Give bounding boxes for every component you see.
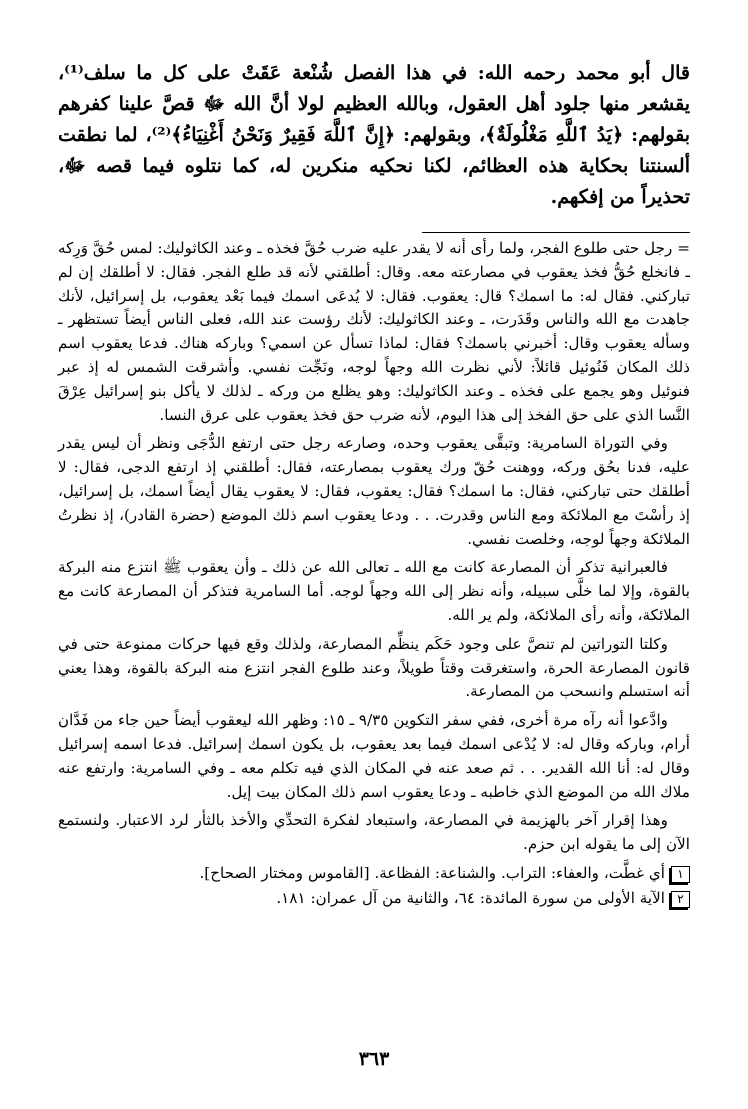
note-paragraph-6: وهذا إقرار آخر بالهزيمة في المصارعة، واستبعاد لفكرة التحدِّي والأخذ بالثأر لرد الاعتبار. ولنستمع الآن إلى ما يقوله ابن حزم. xyxy=(58,811,690,854)
footnote-separator xyxy=(422,232,690,233)
note-paragraph-2: وفي التوراة السامرية: وتبقَّى يعقوب وحده، وصارعه رجل حتى ارتفع الدُّجَى ونظر أن ليس يقدر عليه، فدنا بحُق وركه، ووهنت حُقّ ورك يعقوب بمصارعته، فقال: أطلقني إذ ارتفع الدجى، فقال: لا أطلقك حتى تباركني، فقال: ما اسمك؟ فقال: يعقوب، فقال: لا يعقوب يقال أيضاً اسمك، بل إسرائيل، إذ رأسْتَ مع الملائكة ومع الناس وقدرت. . . ودعا يعقوب اسم ذلك الموضع (حضرة القادر)، إذ نظرتُ الملائكة وجهاً لوجه، وخلصت نفسي. xyxy=(58,434,690,548)
footnote-number-box: ٢ xyxy=(671,891,690,908)
note-paragraph-3: فالعبرانية تذكر أن المصارعة كانت مع الله ـ تعالى الله عن ذلك ـ وأن يعقوب ﷺ انتزع منه البركة بالقوة، وإلا لما خلَّى سبيله، وأنه نظر إلى الله وجهاً لوجه. أما السامرية فتذكر أن المصارعة كانت مع الملائكة، وأنه رأى الملائكة، ولم ير الله. xyxy=(58,558,690,624)
footnote-text: الآية الأولى من سورة المائدة: ٦٤، والثانية من آل عمران: ١٨١. xyxy=(276,888,665,907)
page-number: ٣٦٣ xyxy=(358,1048,390,1070)
footnote-2 xyxy=(58,887,690,911)
footnote-text: أي غطَّت، والعفاء: التراب. والشناعة: الفظاعة. [القاموس ومختار الصحاح]. xyxy=(199,863,665,882)
note-paragraph-1: = رجل حتى طلوع الفجر، ولما رأى أنه لا يقدر عليه ضرب حُقَّ فخذه ـ وعند الكاثوليك: لمس حُقَّ وَرِكه ـ فانخلع حُقُّ فخذ يعقوب في مصارعته معه. وقال: أطلقني لأنه قد طلع الفجر. فقال: لا أطلقك إن لم تباركني. فقال له: ما اسمك؟ قال: يعقوب. فقال: لا يُدعَى اسمك فيما بَعْد يعقوب، بل إسرائيل، لأنك جاهدت مع الله والناس وقَدَرت، ـ وعند الكاثوليك: لأنك رؤست عند الله، فعلى الناس أيضاً تستظهر ـ وسأله يعقوب وقال: أخبرني باسمك؟ فقال: لماذا تسأل عن اسمي؟ وباركه هناك. فدعا يعقوب اسم ذلك المكان فَنُوئيل قائلاً: لأني نظرت الله وجهاً لوجه، ونَجِّت نفسي. وأشرقت الشمس له إذ عبر فنوئيل وهو يجمع على فخذه ـ وعند الكاثوليك: وهو يظلع من وركه ـ لذلك لا يأكل بنو إسرائيل عِرْقَ النَّسا الذي على حق الفخذ إلى هذا اليوم، لأنه ضرب حق فخذ يعقوب على عرق النسا. xyxy=(58,239,690,424)
note-paragraph-5: وادَّعوا أنه رآه مرة أخرى، ففي سفر التكوين ٩/٣٥ ـ ١٥: وظهر الله ليعقوب أيضاً حين جاء من فَدَّان أرام، وباركه وقال له: لا يُدْعى اسمك فيما بعد يعقوب، بل يكون اسمك إسرائيل. فدعا اسمه إسرائيل وقال له: أنا الله القدير. . . ثم صعد عنه في المكان الذي فيه تكلم معه ـ وفي السامرية: وارتفع عنه ملاك الله من الموضع الذي خاطبه ـ ودعا يعقوب اسم ذلك المكان بيت إيل. xyxy=(58,711,690,801)
note-paragraph-4: وكلتا التوراتين لم تنصَّ على وجود حَكَم ينظِّم المصارعة، ولذلك وقع فيها حركات ممنوعة حتى في قانون المصارعة الحرة، واستغرقت وقتاً طويلاً، وعند طلوع الفجر انتزع منه البركة بالقوة، وهذا يعني أنه استسلم وانسحب من المصارعة. xyxy=(58,634,690,701)
footnote-number-box: ١ xyxy=(671,866,690,883)
main-paragraph: قال أبو محمد رحمه الله: في هذا الفصل شُنْعة عَقَتْ على كل ما سلف⁽¹⁾، يقشعر منها جلود أهل العقول، وبالله العظيم لولا أنَّ الله ﷻ قصَّ علينا كفرهم بقولهم: ﴿يَدُ ٱللَّهِ مَغْلُولَةٌ﴾، وبقولهم: ﴿إِنَّ ٱللَّهَ فَقِيرٌ وَنَحْنُ أَغْنِيَاءُ﴾⁽²⁾، لما نطقت ألسنتنا بحكاية هذه العظائم، لكنا نحكيه منكرين له، كما نتلوه فيما قصه ﷻ، تحذيراً من إفكهم. xyxy=(58,62,690,208)
notes-section xyxy=(58,237,690,911)
footnote-1 xyxy=(58,862,690,886)
